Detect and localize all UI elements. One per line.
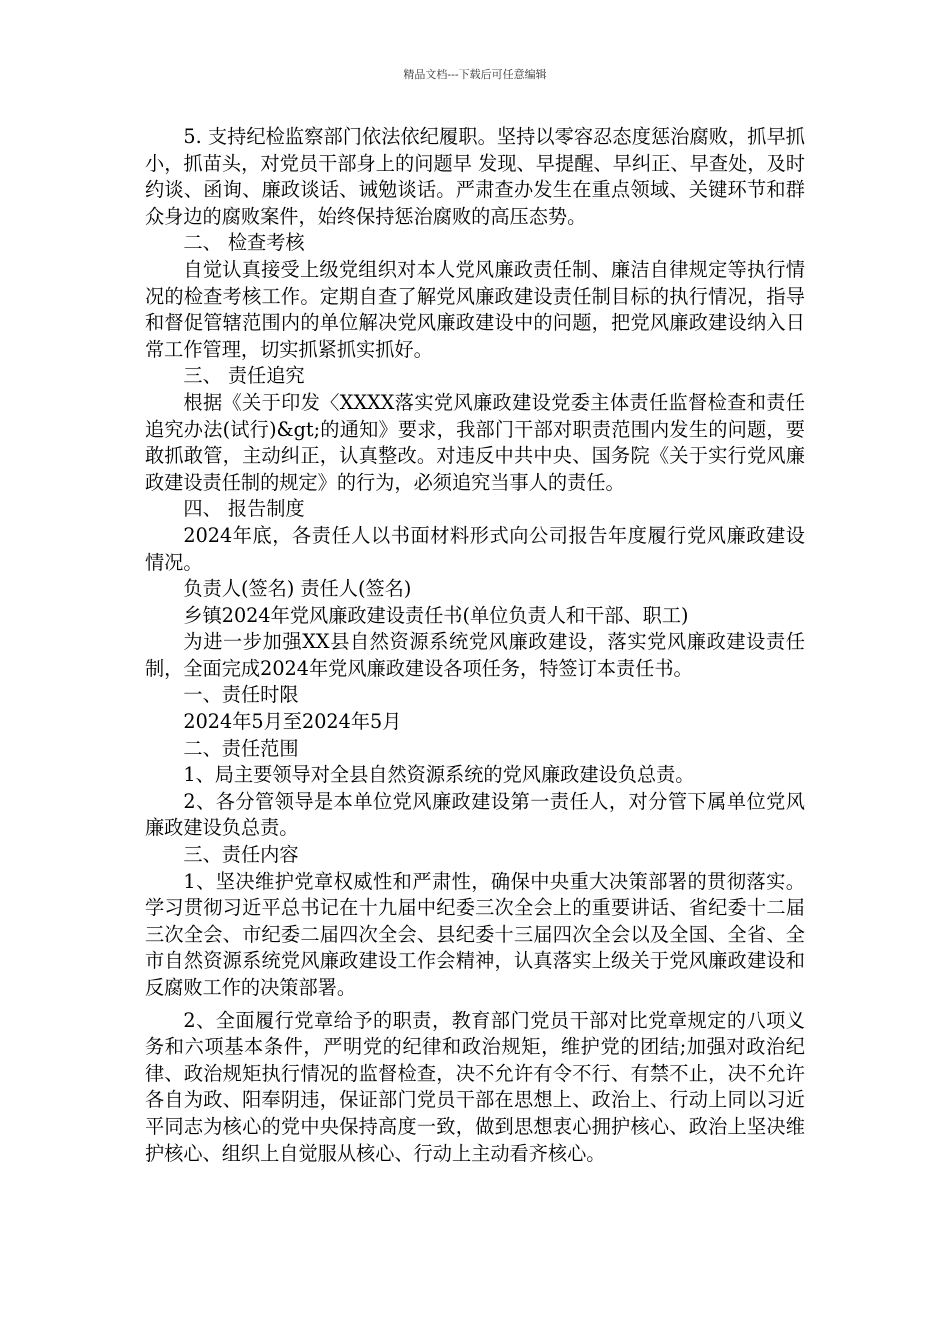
paragraph-time-limit: 2024年5月至2024年5月	[183, 710, 402, 734]
paragraph-reporting: 2024年底，各责任人以书面材料形式向公司报告年度履行党风廉政建设情况。	[145, 523, 805, 574]
section-heading-time-limit: 一、责任时限	[183, 683, 299, 707]
paragraph-inspection: 自觉认真接受上级党组织对本人党风廉政责任制、廉洁自律规定等执行情况的检查考核工作。定期自查了解党风廉政建设责任制目标的执行情况，指导和督促管辖范围内的单位解决党风廉政建设中的问题，把党风廉政建设纳入日常工作管理，切实抓紧抓实抓好。	[145, 257, 805, 361]
paragraph-content-2: 2、全面履行党章给予的职责，教育部门党员干部对比党章规定的八项义务和六项基本条件，严明党的纪律和政治规矩，维护党的团结;加强对政治纪律、政治规矩执行情况的监督检查，决不允许有令不行、有禁不止，决不允许各自为政、阳奉阴违，保证部门党员干部在思想上、政治上、行动上同以习近平同志为核心的党中央保持高度一致，做到思想衷心拥护核心、政治上坚决维护核心、组织上自觉服从核心、行动上主动看齐核心。	[145, 1008, 805, 1165]
section-heading-scope: 二、责任范围	[183, 736, 299, 760]
section-heading-content: 三、责任内容	[183, 843, 299, 867]
paragraph-support-discipline-inspection: 5. 支持纪检监察部门依法依纪履职。坚持以零容忍态度惩治腐败，抓早抓小，抓苗头，对党员干部身上的问题早 发现、早提醒、早纠正、早查处，及时约谈、函询、廉政谈话、诫勉谈话。严肃查办发生在重点领域、关键环节和群众身边的腐败案件，始终保持惩治腐败的高压态势。	[145, 125, 805, 228]
paragraph-content-1: 1、坚决维护党章权威性和严肃性，确保中央重大决策部署的贯彻落实。学习贯彻习近平总书记在十九届中纪委三次全会上的重要讲话、省纪委十二届三次全会、市纪委二届四次全会、县纪委十三届四次全会以及全国、全省、全市自然资源系统党风廉政建设工作会精神，认真落实上级关于党风廉政建设和反腐败工作的决策部署。	[145, 869, 805, 999]
paragraph-intro: 为进一步加强XX县自然资源系统党风廉政建设，落实党风廉政建设责任制，全面完成2024年党风廉政建设各项任务，特签订本责任书。	[145, 630, 805, 680]
paragraph-scope-2: 2、各分管领导是本单位党风廉政建设第一责任人，对分管下属单位党风廉政建设负总责。	[145, 789, 805, 840]
paragraph-scope-1: 1、局主要领导对全县自然资源系统的党风廉政建设负总责。	[183, 763, 695, 787]
signature-line: 负责人(签名) 责任人(签名)	[183, 577, 412, 601]
section-heading-accountability: 三、 责任追究	[183, 364, 305, 388]
paragraph-accountability: 根据《关于印发〈XXXX落实党风廉政建设党委主体责任监督检查和责任追究办法(试行)&gt;的通知》要求，我部门干部对职责范围内发生的问题，要敢抓敢管，主动纠正，认真整改。对违反中共中央、国务院《关于实行党风廉政建设责任制的规定》的行为，必须追究当事人的责任。	[145, 390, 805, 494]
document-body	[145, 124, 805, 1167]
document-subtitle: 乡镇2024年党风廉政建设责任书(单位负责人和干部、职工)	[183, 603, 689, 627]
page-header: 精品文档---下载后可任意编辑	[403, 68, 547, 81]
section-heading-inspection: 二、 检查考核	[183, 231, 305, 255]
section-heading-reporting: 四、 报告制度	[183, 497, 305, 521]
